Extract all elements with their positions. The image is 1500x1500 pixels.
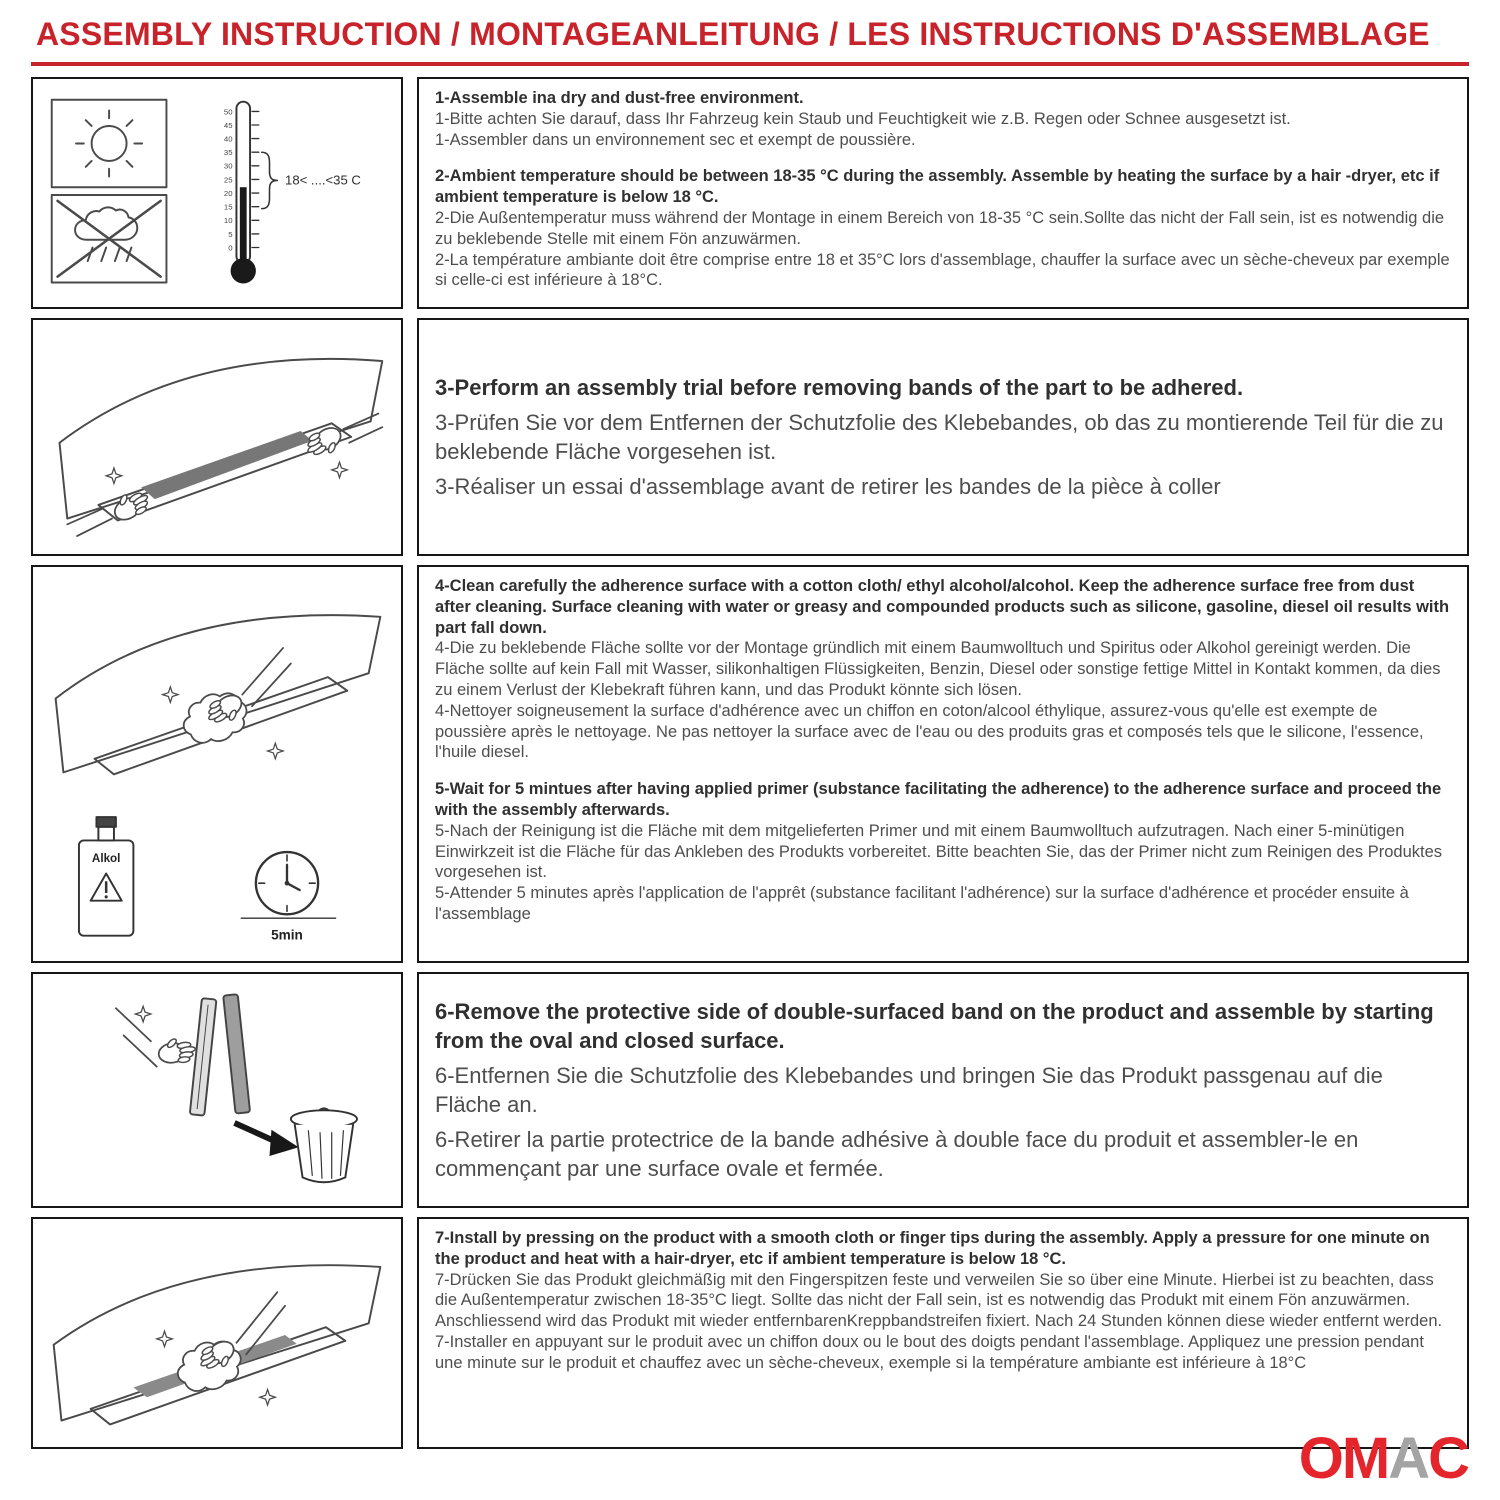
thermometer-scale <box>224 107 233 252</box>
step-2-fr: 2-La température ambiante doit être comprise entre 18 et 35°C lors d'assemblage, chauffer la surface avec un sèche-cheveux par exemple si celle-ci est inférieure à 18°C. <box>435 250 1450 290</box>
sun-icon <box>52 100 167 187</box>
svg-text:10: 10 <box>223 216 233 226</box>
step-2-en: 2-Ambient temperature should be between 18-35 °C during the assembly. Assemble by heating the surface by a hair -dryer, etc if ambient temperature is below 18 °C. <box>435 167 1440 207</box>
press-install-illustration <box>42 1230 392 1436</box>
step-6-fr: 6-Retirer la partie protectrice de la bande adhésive à double face du produit et assembler-le en commençant par une surface ovale et fermée. <box>435 1127 1359 1181</box>
range-bracket <box>262 152 278 208</box>
protective-band-strips <box>190 994 250 1116</box>
step-7-en: 7-Install by pressing on the product with a smooth cloth or finger tips during the assembly. Apply a pressure for one minute on the product and heat with a hair-dryer, etc if ambient temperature is below 18 °C. <box>435 1229 1430 1268</box>
trial-fit-figure-box <box>31 318 403 556</box>
step-1-fr: 1-Assembler dans un environnement sec et exempt de poussière. <box>435 130 916 149</box>
svg-text:20: 20 <box>223 188 233 198</box>
step-4-en: 4-Clean carefully the adherence surface with a cotton cloth/ ethyl alcohol/alcohol. Keep the adherence surface free from dust after cleaning. Surface cleaning with water or greasy and compounded products such as silicone, gasoline, diesel oil results with part fall down. <box>435 577 1450 637</box>
step-5-fr: 5-Attender 5 minutes après l'application de l'apprêt (substance facilitant l'adhérence) sur la surface d'adhérence et procéder ensuite à l'assemblage <box>435 884 1409 923</box>
clock-icon <box>241 852 335 918</box>
svg-text:5: 5 <box>228 229 233 239</box>
instruction-rows <box>0 66 1500 1449</box>
press-figure-box <box>31 1217 403 1449</box>
sparkle-icon <box>163 687 179 703</box>
svg-text:30: 30 <box>223 161 233 171</box>
logo-letter-o: O <box>1298 1426 1342 1491</box>
step-7-fr: 7-Installer en appuyant sur le produit avec un chiffon doux ou le bout des doigts pendant l'assemblage. Appliquez une pression pendant une minute sur le produit et chauffez avec un sèche-cheveux, exemple si la température ambiante est inférieure à 18°C <box>435 1332 1424 1372</box>
step-1-de: 1-Bitte achten Sie darauf, dass Ihr Fahrzeug kein Staub und Feuchtigkeit wie z.B. Regen oder Schnee ausgesetzt ist. <box>435 109 1291 128</box>
step-row-1-2 <box>31 77 1469 309</box>
door-sill-trim <box>141 431 312 499</box>
step-row-6 <box>31 972 1469 1208</box>
step-6-en: 6-Remove the protective side of double-surfaced band on the product and assemble by starting from the oval and closed surface. <box>435 999 1434 1053</box>
step-6-text <box>417 972 1469 1208</box>
no-rain-icon <box>52 195 167 282</box>
svg-text:0: 0 <box>228 243 233 253</box>
step-2-de: 2-Die Außentemperatur muss während der Montage in einem Bereich von 18-35 °C sein.Sollte das nicht der Fall sein, ist es notwendig die zu beklebende Stelle mit einem Fön anzuwärmen. <box>435 208 1445 248</box>
trash-can-icon <box>291 1108 357 1182</box>
step-row-3 <box>31 318 1469 556</box>
step-4-fr: 4-Nettoyer soigneusement la surface d'adhérence avec un chiffon en coton/alcool éthylique, assurez-vous qu'elle est exempte de poussière après le nettoyage. Ne pas nettoyer la surface avec de l'eau ou des produits gras et composés tels que le silicone, l'essence, l'huile diesel. <box>435 701 1424 762</box>
svg-text:50: 50 <box>223 107 233 117</box>
svg-text:40: 40 <box>223 134 233 144</box>
step-5-de: 5-Nach der Reinigung ist die Fläche mit dem mitgelieferten Primer und mit einem Baumwolltuch aufzutragen. Nach einer 5-minütigen Einwirkzeit ist die Fläche für das Ankleben des Produkts vorbereitet. Bitte beachten Sie, das der Primer nicht zum Reinigen des Produktes vorgesehen ist. <box>435 821 1443 882</box>
sparkle-icon <box>268 744 284 760</box>
environment-temperature-figure <box>42 90 392 296</box>
step-3-fr: 3-Réaliser un essai d'assemblage avant de retirer les bandes de la pièce à coller <box>435 474 1221 499</box>
sparkle-icon <box>106 468 122 484</box>
sparkle-icon <box>332 462 348 478</box>
step-5-en: 5-Wait for 5 mintues after having applied primer (substance facilitating the adherence) to the adherence surface and proceed the with the assembly afterwards. <box>435 780 1442 819</box>
step-row-7 <box>31 1217 1469 1449</box>
svg-text:15: 15 <box>223 202 233 212</box>
step-3-de: 3-Prüfen Sie vor dem Entfernen der Schutzfolie des Klebebandes, ob das zu montierende Teil für die zu beklebende Fläche vorgesehen ist. <box>435 410 1444 464</box>
peel-band-figure-box <box>31 972 403 1208</box>
environment-figure-box <box>31 77 403 309</box>
logo-letter-c: C <box>1428 1426 1468 1491</box>
step-7-de: 7-Drücken Sie das Produkt gleichmäßig mit den Fingerspitzen feste und verweilen Sie so über eine Minute. Hierbei ist zu beachten, dass die Außentemperatur zwischen 18-35°C liegt. Sollte das nicht der Fall sein, ist es notwendig das Produkt mit einem Fön anzuwärmen. Anschliessend wird das Produkt mit wieder entfernbarenKreppbandstreifen fixiert. Nach 24 Stunden können diese wieder entfernt werden. <box>435 1270 1443 1331</box>
alcohol-bottle-icon <box>79 817 133 936</box>
cleaning-illustration <box>42 576 392 951</box>
step-4-de: 4-Die zu beklebende Fläche sollte vor der Montage gründlich mit einem Baumwolltuch und Spiritus oder Alkohol gereinigt werden. Die Fläche sollte auf kein Fall mit Wasser, silikonhaltigen Flüssigkeiten, Benzin, Diesel oder sonstige fettige Mittel in Kontakt kommen, da dies zu einem Verlust der Klebekraft führen kann, und das Produkt könnte sich lösen. <box>435 639 1441 699</box>
sparkle-icon <box>157 1331 173 1347</box>
step-4-5-text <box>417 565 1469 963</box>
svg-text:35: 35 <box>223 148 233 158</box>
logo-letter-m: M <box>1341 1426 1389 1491</box>
step-1-en: 1-Assemble ina dry and dust-free environment. <box>435 89 804 107</box>
thermometer-bulb <box>231 258 256 283</box>
sparkle-icon <box>135 1006 151 1022</box>
page-title: ASSEMBLY INSTRUCTION / MONTAGEANLEITUNG / LES INSTRUCTIONS D'ASSEMBLAGE <box>36 16 1430 52</box>
peel-band-illustration <box>42 981 392 1199</box>
step-6-de: 6-Entfernen Sie die Schutzfolie des Klebebandes und bringen Sie das Produkt passgenau auf die Fläche an. <box>435 1063 1383 1117</box>
omac-logo <box>1298 1426 1468 1491</box>
step-3-en: 3-Perform an assembly trial before removing bands of the part to be adhered. <box>435 375 1244 400</box>
hand-icon <box>157 1035 197 1066</box>
step-1-2-text <box>417 77 1469 309</box>
logo-letter-a: A <box>1388 1426 1429 1491</box>
wait-time-label: 5min <box>271 927 303 943</box>
sparkle-icon <box>260 1389 276 1405</box>
step-row-4-5 <box>31 565 1469 963</box>
step-3-text <box>417 318 1469 556</box>
bottle-label: Alkol <box>91 852 121 866</box>
temperature-range-label: 18< ....<35 C <box>285 172 361 188</box>
svg-text:45: 45 <box>223 120 233 130</box>
svg-text:25: 25 <box>223 175 233 185</box>
thermometer-mercury <box>240 187 247 261</box>
step-7-text <box>417 1217 1469 1449</box>
trial-fit-illustration <box>42 328 392 546</box>
discard-arrow-icon <box>234 1123 298 1156</box>
cleaning-figure-box <box>31 565 403 963</box>
